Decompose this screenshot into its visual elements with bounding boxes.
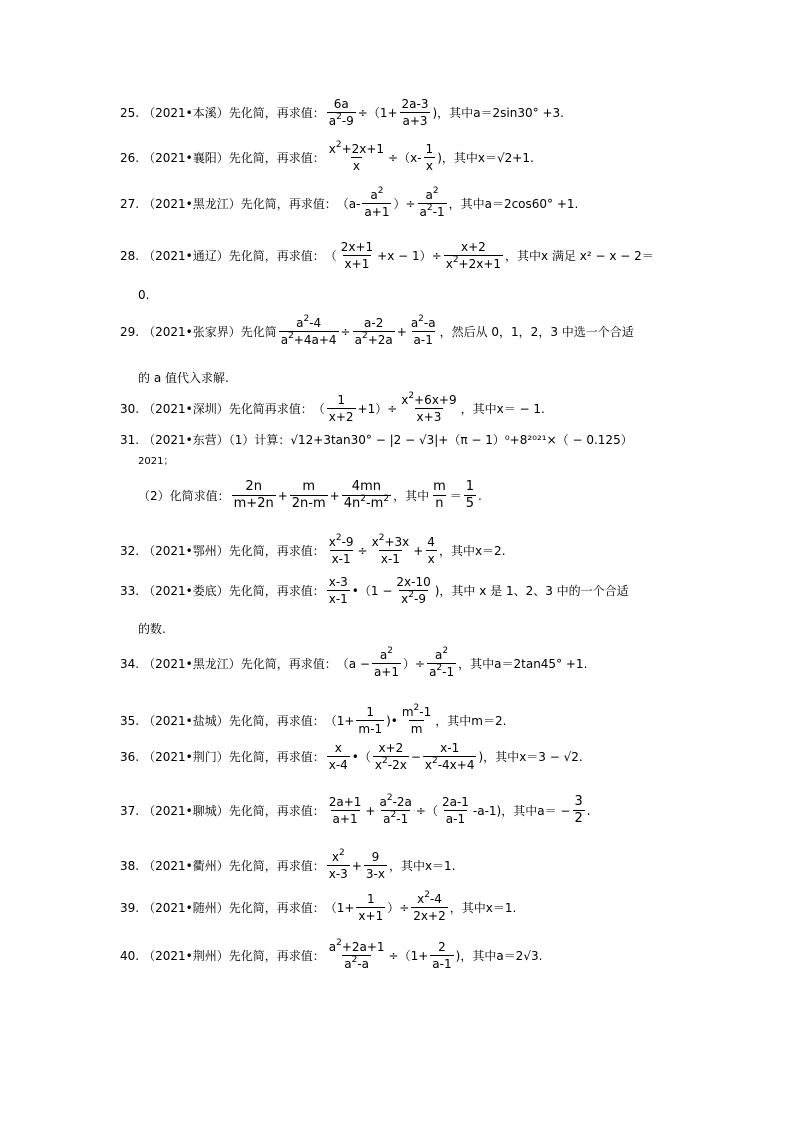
fraction: $\frac{a^2+2a+1}{a^2-a}$ — [328, 938, 385, 971]
problem-39: 39. （2021•随州）先化简，再求值： （1+ $\frac{1}{x+1}$ ）÷ $\frac{x^2-4}{2x+2}$ ，其中 x＝1. — [120, 890, 517, 923]
problem-33: 33. （2021•娄底）先化简，再求值： $\frac{x-3}{x-1}$ •（1 − $\frac{2x-10}{x^2-9}$ ) ，其中 x 是 1、2、3 中的一个合适 — [120, 575, 629, 606]
fraction: $\frac{2x-10}{x^2-9}$ — [396, 575, 431, 606]
fraction: $\frac{a-2}{a^2+2a}$ — [354, 316, 393, 347]
fraction: $\frac{x^2-4}{2x+2}$ — [413, 890, 446, 923]
fraction: $\frac{x-1}{x^2-4x+4}$ — [424, 741, 475, 772]
fraction: $\frac{x^2+6x+9}{x+3}$ — [401, 391, 457, 424]
continuation: 的数. — [138, 622, 166, 636]
fraction: $\frac{4}{x}$ — [427, 535, 435, 566]
fraction: $\frac{1}{x}$ — [425, 142, 434, 173]
fraction: $\frac{m^2-1}{m}$ — [401, 703, 432, 736]
expression: √12+3tan30° − |2 − √3|+（π − 1）⁰+8²⁰²¹×（ − 0.125） — [290, 433, 633, 447]
fraction: $\frac{1}{x+1}$ — [358, 892, 384, 923]
fraction: $\frac{6a}{a^2-9}$ — [328, 97, 354, 128]
problem-34: 34. （2021•黑龙江）先化简，再求值： （a − $\frac{a^2}{a+1}$ ）÷ $\frac{a^2}{a^2-1}$ ，其中 a＝2tan45° +1. — [120, 646, 588, 679]
fraction: $\frac{1}{5}$ — [465, 479, 475, 511]
fraction: $\frac{3}{2}$ — [574, 794, 583, 826]
problem-32: 32. （2021•鄂州）先化简，再求值： $\frac{x^2-9}{x-1}$ ÷ $\frac{x^2+3x}{x-1}$ + $\frac{4}{x}$ ，其中 x＝2. — [120, 533, 506, 566]
fraction: $\frac{9}{3-x}$ — [365, 850, 385, 881]
problem-27: 27. （2021•黑龙江）先化简，再求值： （a- $\frac{a^2}{a+1}$ ）÷ $\frac{a^2}{a^2-1}$ ，其中 a＝2cos60° +1. — [120, 186, 579, 219]
continuation: 的 a 值代入求解. — [138, 371, 229, 385]
fraction: $\frac{x^2+2x+1}{x}$ — [328, 140, 385, 173]
problem-29: 29. （2021•张家界）先化简 $\frac{a^2-4}{a^2+4a+4}$ ÷ $\frac{a-2}{a^2+2a}$ + $\frac{a^2-a}{a-1}$ ，然后从 0，1，2，3 中选一个合适 — [120, 314, 634, 347]
fraction: $\frac{2a-1}{a-1}$ — [441, 795, 469, 826]
continuation: 0. — [138, 288, 150, 302]
fraction: $\frac{x}{x-4}$ — [328, 741, 348, 772]
fraction: $\frac{a^2}{a^2-1}$ — [429, 646, 455, 679]
condition: a＝2sin30° +3. — [473, 106, 564, 120]
problem-31: 31. （2021•东营）（1）计算： √12+3tan30° − |2 − √3|+（π − 1）⁰+8²⁰²¹×（ − 0.125） — [120, 432, 633, 447]
problem-25: 25. （2021•本溪）先化简，再求值： $\frac{6a}{a^2-9}$ ÷（1+ $\frac{2a-3}{a+3}$ ) ，其中 a＝2sin30° +3. — [120, 97, 564, 128]
fraction: $\frac{m}{2n-m}$ — [291, 479, 326, 511]
problem-37: 37. （2021•聊城）先化简，再求值： $\frac{2a+1}{a+1}$ + $\frac{a^2-2a}{a^2-1}$ ÷（ $\frac{2a-1}{a-1}$ -a-1) ，其中 a＝ − $\frac{3}{2}$ . — [120, 793, 591, 826]
fraction: $\frac{1}{m-1}$ — [358, 705, 383, 736]
fraction: $\frac{4mn}{4n^2-m^2}$ — [343, 479, 390, 511]
fraction: $\frac{x^2}{x-3}$ — [328, 848, 348, 881]
problem-28: 28. （2021•通辽）先化简，再求值： （ $\frac{2x+1}{x+1}$ +x − 1）÷ $\frac{x+2}{x^2+2x+1}$ ，其中 x 满足 x² − x − 2＝ — [120, 240, 654, 271]
fraction: $\frac{x^2+3x}{x-1}$ — [371, 533, 410, 566]
fraction: $\frac{2}{a-1}$ — [432, 940, 452, 971]
problem-number: 25. — [120, 105, 140, 120]
problem-31-part2: （2）化简求值： $\frac{2n}{m+2n}$ + $\frac{m}{2n-m}$ + $\frac{4mn}{4n^2-m^2}$ ，其中 $\frac{m}{n}$ ＝ $\frac{1}{5}$ . — [138, 479, 482, 511]
continuation: 2021； — [138, 456, 174, 467]
fraction: $\frac{a^2-4}{a^2+4a+4}$ — [280, 314, 337, 347]
problem-36: 36. （2021•荆门）先化简，再求值： $\frac{x}{x-4}$ •（ $\frac{x+2}{x^2-2x}$ − $\frac{x-1}{x^2-4x+4}$ ) ，其中 x＝3 − √2. — [120, 741, 583, 772]
fraction: $\frac{x+2}{x^2+2x+1}$ — [445, 240, 502, 271]
fraction: $\frac{a^2}{a^2-1}$ — [419, 186, 445, 219]
problem-40: 40. （2021•荆州）先化简，再求值： $\frac{a^2+2a+1}{a^2-a}$ ÷（1+ $\frac{2}{a-1}$ ) ，其中 a＝2√3. — [120, 938, 543, 971]
fraction: $\frac{a^2}{a+1}$ — [373, 646, 399, 679]
fraction: $\frac{2n}{m+2n}$ — [233, 479, 274, 511]
fraction: $\frac{a^2}{a+1}$ — [364, 186, 390, 219]
problem-38: 38. （2021•衢州）先化简，再求值： $\frac{x^2}{x-3}$ + $\frac{9}{3-x}$ ，其中 x＝1. — [120, 848, 456, 881]
problem-26: 26. （2021•襄阳）先化简，再求值： $\frac{x^2+2x+1}{x}$ ÷（x- $\frac{1}{x}$ ) ，其中 x＝√2+1. — [120, 140, 534, 173]
fraction: $\frac{m}{n}$ — [433, 479, 446, 511]
problem-30: 30. （2021•深圳）先化简再求值： （ $\frac{1}{x+2}$ +1）÷ $\frac{x^2+6x+9}{x+3}$ ，其中 x＝ − 1. — [120, 391, 545, 424]
fraction: $\frac{2a-3}{a+3}$ — [401, 97, 429, 128]
fraction: $\frac{x-3}{x-1}$ — [328, 575, 348, 606]
fraction: $\frac{2a+1}{a+1}$ — [328, 795, 362, 826]
fraction: $\frac{a^2-2a}{a^2-1}$ — [379, 793, 412, 826]
fraction: $\frac{x+2}{x^2-2x}$ — [374, 741, 407, 772]
fraction: $\frac{1}{x+2}$ — [328, 393, 354, 424]
problem-text: （2021•本溪）先化简，再求值： — [143, 106, 325, 120]
problem-35: 35. （2021•盐城）先化简，再求值： （1+ $\frac{1}{m-1}$ )• $\frac{m^2-1}{m}$ ，其中 m＝2. — [120, 703, 507, 736]
fraction: $\frac{2x+1}{x+1}$ — [340, 240, 374, 271]
fraction: $\frac{x^2-9}{x-1}$ — [328, 533, 354, 566]
fraction: $\frac{a^2-a}{a-1}$ — [410, 314, 436, 347]
